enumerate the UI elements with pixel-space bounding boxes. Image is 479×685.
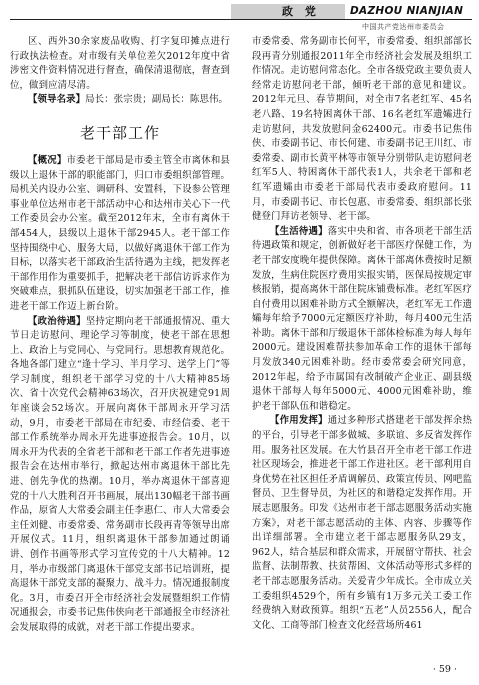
header-rule [10,19,472,20]
role-tag: 【作用发挥】 [270,415,328,427]
leaders-text: 局长：张宗贵；副局长：陈思伟。 [85,94,229,106]
right-column [252,35,472,633]
leaders-paragraph [10,93,230,108]
left-column [10,35,230,636]
political-tag: 【政治待遇】 [28,315,86,327]
political-text: 坚持定期向老干部通报情况、重大节日走访慰问、理论学习等制度，使老干部在思想上、政治上与党同心、与党同行。思想教育规范化。各地各部门建立“逢十学习、半月学习、送学上门”等学习制度，组织老干部学习党的十八大精神85场次、省十次党代会精神63场次，召开庆祝建党91周年座谈会52场次。开展向离休干部周永开学习活动，9月，市委老干部局在市纪委、市经信委、老干部工作系统举办周永开先进事迹报告会。10月，以周永开为代表的全省老干部和老干部工作者先进事迹报告会在达州市举行，掀起达州市离退休干部比先进、创先争优的热潮。10月，举办离退休干部喜迎党的十八大胜利召开书画展，展出130幅老干部书画作品，原省人大常委会副主任李惠仁、市人大常委会主任刘健、市委常委、常务副市长段再青等领导出席开展仪式。11月，组织离退休干部参加通过朗诵讲、创作书画等形式学习宣传党的十八大精神。12月，举办市级部门离退休干部党支部书记培训班，提高退休干部党支部的凝聚力、战斗力。情况通报制度化。3月，市委召开全市经济社会发展暨组织工作情况通报会，市委书记焦伟侠向老干部通报全市经济社会发展取得的成就，对老干部工作提出要求。 [10,315,230,633]
role-text: 通过多种形式搭建老干部发挥余热的平台，引导老干部多做城、多联谊、多反省发挥作用。服务社区发展。在大竹县召开全市老干部工作进社区现场会，推进老干部工作进社区。老干部利用自身优势在社区担任矛盾调解员、政策宣传员、网吧监督员、卫生督导员，为社区的和谐稳定发挥作用。开展志愿服务。印发《达州市老干部志愿服务活动实施方案》，对老干部志愿活动的主体、内容、步骤等作出详细部署。全市建立老干部志愿服务队29支，962人，结合基层和群众需求，开展留守帮扶、社会监督、法制帮教、扶贫帮困、文体活动等形式多样的老干部志愿服务活动。关爱青少年成长。全市成立关工委组织4529个，所有乡镇有1万多元关工委工作经费纳入财政预算。组织“五老”人员2556人，配合文化、工商等部门检查文化经营场所461 [252,415,472,631]
header-yearbook-title: DAZHOU NIANJIAN [350,5,464,17]
header-subtitle: 中国共产党达州市委员会 [362,23,445,31]
intro-paragraph: 区、西外30余家废品收购、打字复印摊点进行行政执法检查。对市级有关单位差欠2012年度中省涉密文件资料情况进行督查，确保清退彻底，督查到位，做到应清尽清。 [10,36,230,91]
life-text: 落实中央和省、市各项老干部生活待遇政策和规定，创新做好老干部医疗保健工作，为老干部安度晚年提供保障。离休干部离休费按时足额发放，生病住院医疗费用实报实销，医保局按规定审核报销，提高离休干部住院床铺费标准。老红军医疗自付费用以困难补助方式全额解决，老红军无工作遗孀每年给予7000元定额医疗补助，每月400元生活补助。离休干部和厅级退休干部体检标准为每人每年2000元。建设困难帮扶参加革命工作的退休干部每月发放340元困难补助。经市委常委会研究同意，2012年起，给予市属国有改制破产企业正、副县级退休干部每人每年5000元、4000元困难补助，维护老干部队伍和谐稳定。 [252,225,472,412]
leaders-tag: 【领导名录】 [28,94,86,106]
overview-tag: 【概况】 [28,154,67,166]
role-paragraph [252,414,472,633]
life-paragraph [252,225,472,415]
page-number: · 59 · [432,664,457,675]
life-tag: 【生活待遇】 [270,225,328,237]
section-title: 老干部工作 [79,123,160,142]
political-paragraph [10,315,230,636]
overview-paragraph [10,154,230,315]
continued-paragraph: 市委常委、常务副市长何平，市委常委、组织部部长段再青分别通报2011年全市经济社会发展及组织工作情况。走访慰问常态化。全市各级党政主要负责人经常走访慰问老干部，倾听老干部的意见和建议。2012年元旦、春节期间，对全市7名老红军、45名老八路、19名特困离休干部、16名老红军遗孀进行走访慰问，共发放慰问金62400元。市委书记焦伟侠、市委副书记、市长何建、市委副书记王川红、市委常委、副市长黄平林等市领导分别带队走访慰问老红军5人、特困离休干部代表1人，共余老干部和老红军遗孀由市委老干部局代表市委政府慰问。11月，市委副书记、市长包惠、市委常委、组织部长张健登门拜访老领导、老干部。 [252,36,472,223]
header-section-title: 政 党 [282,5,320,18]
overview-text: 市委老干部局是市委主管全市离休和县级以上退休干部的职能部门，归口市委组织部管理。局机关内设办公室、调研科、安置科，下设参公管理事业单位达州市老干部活动中心和达州市关心下一代工作委员会办公室。截至2012年末，全市有离休干部454人，县级以上退休干部2945人。老干部工作坚持围绕中心、服务大局，以做好离退休干部工作为目标，以落实老干部政治生活待遇为主线，把发挥老干部作用作为重要抓手，把解决老干部信访诉求作为突破难点，狠抓队伍建设，切实加强老干部工作，推进老干部工作迈上新台阶。 [10,154,230,312]
